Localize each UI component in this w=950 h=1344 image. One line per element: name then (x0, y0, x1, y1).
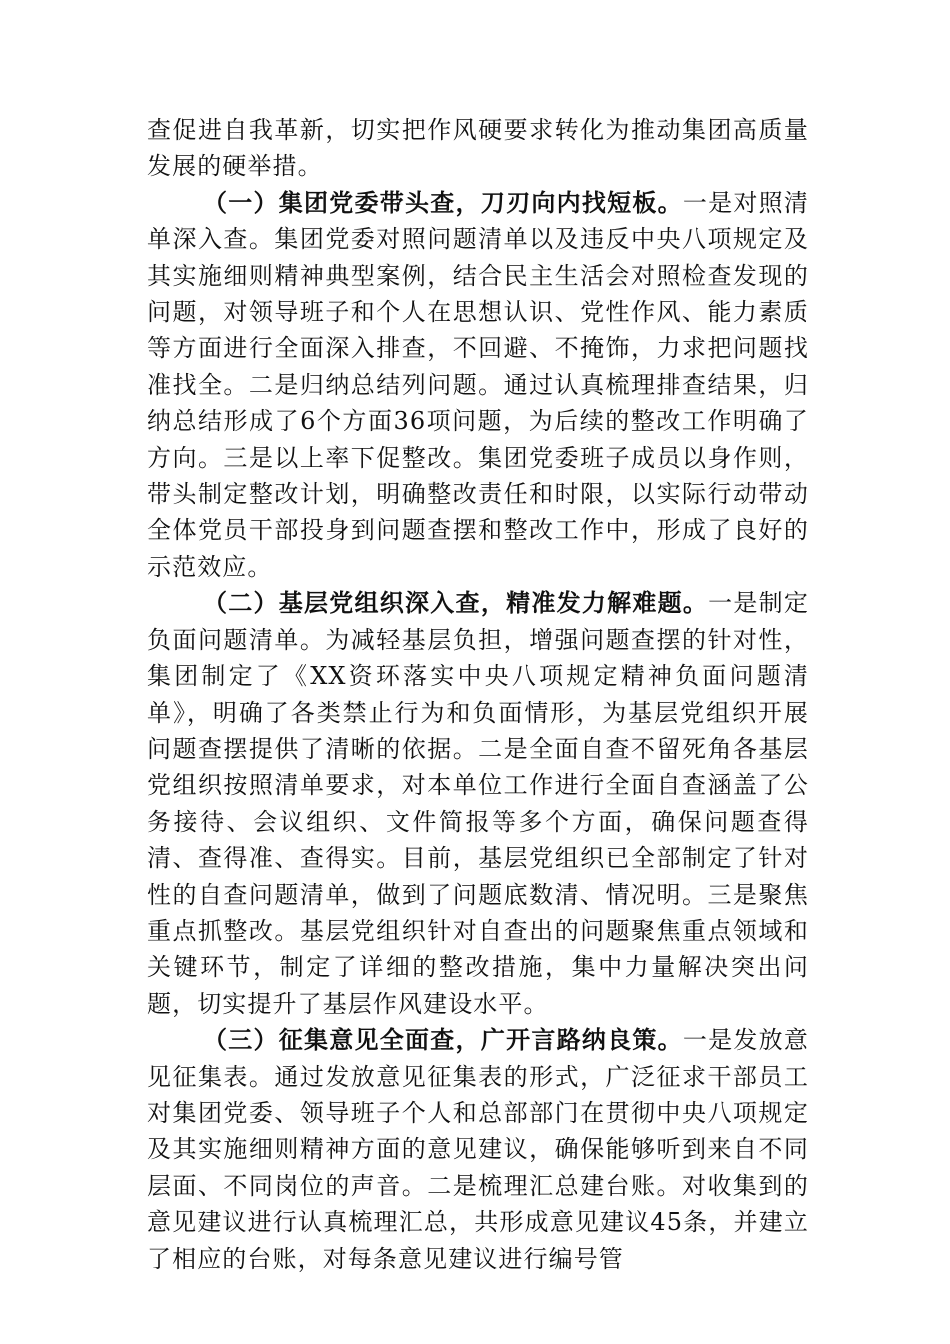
paragraph-section-1 (147, 185, 809, 585)
paragraph-text: 一是制定负面问题清单。为减轻基层负担，增强问题查摆的针对性，集团制定了《XX资环落实中央八项规定精神负面问题清单》，明确了各类禁止行为和负面情形，为基层党组织开展问题查摆提供了清晰的依据。二是全面自查不留死角各基层党组织按照清单要求，对本单位工作进行全面自查涵盖了公务接待、会议组织、文件简报等多个方面，确保问题查得清、查得准、查得实。目前，基层党组织已全部制定了针对性的自查问题清单，做到了问题底数清、情况明。三是聚焦重点抓整改。基层党组织针对自查出的问题聚焦重点领域和关键环节，制定了详细的整改措施，集中力量解决突出问题，切实提升了基层作风建设水平。 (147, 589, 809, 1018)
section-heading: （一）集团党委带头查，刀刃向内找短板。 (203, 187, 683, 217)
paragraph-text: 查促进自我革新，切实把作风硬要求转化为推动集团高质量发展的硬举措。 (147, 116, 809, 181)
paragraph-section-3 (147, 1022, 809, 1277)
paragraph-text: 一是对照清单深入查。集团党委对照问题清单以及违反中央八项规定及其实施细则精神典型案例，结合民主生活会对照检查发现的问题，对领导班子和个人在思想认识、党性作风、能力素质等方面进行全面深入排查，不回避、不掩饰，力求把问题找准找全。二是归纳总结列问题。通过认真梳理排查结果，归纳总结形成了6个方面36项问题，为后续的整改工作明确了方向。三是以上率下促整改。集团党委班子成员以身作则，带头制定整改计划，明确整改责任和时限，以实际行动带动全体党员干部投身到问题查摆和整改工作中，形成了良好的示范效应。 (147, 188, 809, 581)
section-heading: （二）基层党组织深入查，精准发力解难题。 (203, 588, 709, 618)
paragraph-intro-continuation (147, 112, 809, 185)
paragraph-section-2 (147, 585, 809, 1022)
section-heading: （三）征集意见全面查，广开言路纳良策。 (203, 1025, 683, 1055)
paragraph-text: 一是发放意见征集表。通过发放意见征集表的形式，广泛征求干部员工对集团党委、领导班子个人和总部部门在贯彻中央八项规定及其实施细则精神方面的意见建议，确保能够听到来自不同层面、不同岗位的声音。二是梳理汇总建台账。对收集到的意见建议进行认真梳理汇总，共形成意见建议45条，并建立了相应的台账，对每条意见建议进行编号管 (147, 1026, 809, 1273)
document-page (147, 112, 809, 1277)
